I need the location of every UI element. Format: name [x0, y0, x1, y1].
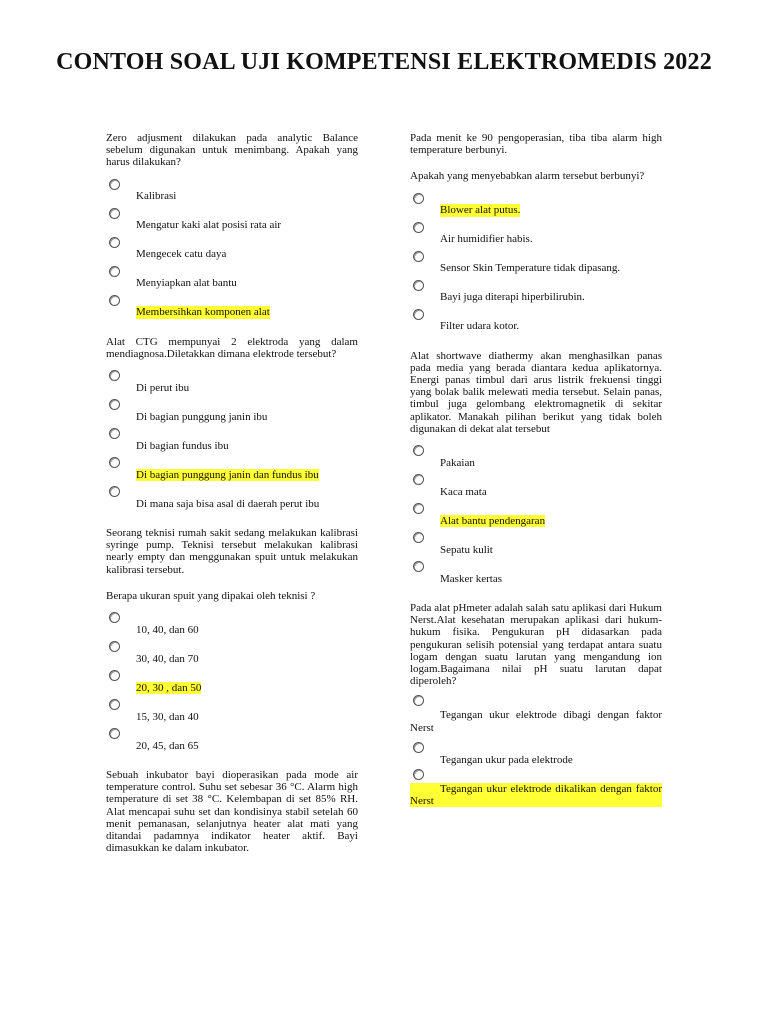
option-item[interactable]	[106, 668, 358, 697]
option-label: Di mana saja bisa asal di daerah perut ibu	[136, 497, 320, 510]
option-list	[106, 610, 358, 755]
question-block	[106, 527, 358, 755]
radio-button-icon[interactable]	[413, 193, 424, 204]
radio-button-icon[interactable]	[109, 699, 120, 710]
radio-button-icon[interactable]	[109, 641, 120, 652]
option-label: Di perut ibu	[136, 381, 190, 394]
radio-button-icon[interactable]	[413, 561, 424, 572]
option-item[interactable]	[106, 397, 358, 426]
option-label: Sensor Skin Temperature tidak dipasang.	[440, 262, 621, 275]
left-column	[106, 132, 358, 862]
option-item[interactable]	[410, 501, 662, 530]
option-label: Kalibrasi	[136, 190, 177, 203]
option-list	[410, 695, 662, 813]
option-label: 30, 40, dan 70	[136, 652, 199, 665]
option-item[interactable]	[106, 455, 358, 484]
radio-button-icon[interactable]	[109, 295, 120, 306]
option-item[interactable]	[410, 695, 662, 739]
answer-highlight: Tegangan ukur elektrode dikalikan dengan faktor Nerst	[410, 782, 662, 808]
option-item[interactable]	[410, 220, 662, 249]
radio-button-icon[interactable]	[413, 309, 424, 320]
radio-button-icon[interactable]	[109, 266, 120, 277]
option-item[interactable]	[106, 177, 358, 206]
option-item[interactable]	[106, 726, 358, 755]
question-text: Alat shortwave diathermy akan menghasilkan panas pada media yang berada diantara kedua aplikatornya. Energi panas timbul dari arus listrik frekuensi tinggi yang bolak balik melewati media tersebut. Selain panas, timbul juga gelombang elektromagnetik di sekitar aplikator. Manakah pilihan berikut yang tidak boleh digunakan di dekat alat tersebut	[410, 349, 662, 435]
question-text: Pada menit ke 90 pengoperasian, tiba tiba alarm high temperature berbunyi.	[410, 132, 662, 157]
option-label: Bayi juga diterapi hiperbilirubin.	[440, 291, 585, 304]
option-label: Masker kertas	[440, 572, 503, 585]
option-item[interactable]	[410, 249, 662, 278]
option-label: 20, 45, dan 65	[136, 739, 199, 752]
question-text: Alat CTG mempunyai 2 elektroda yang dalam mendiagnosa.Diletakkan dimana elektrode tersebut?	[106, 335, 358, 360]
option-item[interactable]	[410, 740, 662, 769]
radio-button-icon[interactable]	[109, 428, 120, 439]
radio-button-icon[interactable]	[109, 179, 120, 190]
question-text: Berapa ukuran spuit yang dipakai oleh teknisi ?	[106, 589, 316, 602]
radio-button-icon[interactable]	[413, 474, 424, 485]
option-label: 15, 30, dan 40	[136, 710, 199, 723]
option-list	[410, 191, 662, 336]
radio-button-icon[interactable]	[413, 695, 424, 706]
option-item[interactable]	[106, 368, 358, 397]
option-label: Tegangan ukur elektrode dibagi dengan faktor Nerst	[410, 709, 662, 734]
option-label: Tegangan ukur pada elektrode	[440, 753, 573, 766]
radio-button-icon[interactable]	[109, 457, 120, 468]
radio-button-icon[interactable]	[109, 670, 120, 681]
option-item[interactable]	[410, 472, 662, 501]
option-item[interactable]	[106, 206, 358, 235]
option-list	[106, 177, 358, 322]
option-label: Di bagian punggung janin ibu	[136, 410, 268, 423]
question-block	[410, 350, 662, 588]
option-item[interactable]	[410, 191, 662, 220]
radio-button-icon[interactable]	[109, 237, 120, 248]
option-list	[410, 443, 662, 588]
answer-highlight: Di bagian punggung janin dan fundus ibu	[136, 468, 319, 481]
radio-button-icon[interactable]	[109, 612, 120, 623]
option-label: Mengatur kaki alat posisi rata air	[136, 219, 282, 232]
radio-button-icon[interactable]	[109, 399, 120, 410]
option-item[interactable]	[106, 697, 358, 726]
question-block	[410, 132, 662, 336]
radio-button-icon[interactable]	[413, 532, 424, 543]
radio-button-icon[interactable]	[109, 728, 120, 739]
right-column	[410, 132, 662, 827]
option-item[interactable]	[106, 264, 358, 293]
question-text: Apakah yang menyebabkan alarm tersebut berbunyi?	[410, 170, 645, 183]
option-item[interactable]	[410, 278, 662, 307]
radio-button-icon[interactable]	[413, 222, 424, 233]
option-item[interactable]	[410, 443, 662, 472]
question-text: Pada alat pHmeter adalah salah satu aplikasi dari Hukum Nerst.Alat kesehatan merupakan aplikasi dari hukum-hukum fisika. Pengukuran pH didasarkan pada pengukuran selisih potensial yang terdapat antara suatu logam dengan suatu larutan yang mengandung ion logam.Bagaimana nilai pH suatu larutan dapat diperoleh?	[410, 602, 662, 688]
question-text: Zero adjusment dilakukan pada analytic Balance sebelum digunakan untuk menimbang. Apakah yang harus dilakukan?	[106, 132, 358, 169]
radio-button-icon[interactable]	[109, 370, 120, 381]
option-item[interactable]	[410, 530, 662, 559]
answer-highlight: Membersihkan komponen alat	[136, 306, 270, 319]
question-block	[410, 602, 662, 813]
option-label: Kaca mata	[440, 485, 487, 498]
option-item[interactable]	[410, 559, 662, 588]
radio-button-icon[interactable]	[413, 503, 424, 514]
question-text: Seorang teknisi rumah sakit sedang melakukan kalibrasi syringe pump. Teknisi tersebut melakukan kalibrasi nearly empty dan menggunakan spuit untuk melakukan kalibrasi tersebut.	[106, 527, 358, 576]
option-label: Mengecek catu daya	[136, 248, 227, 261]
radio-button-icon[interactable]	[413, 769, 424, 780]
answer-highlight: 20, 30 , dan 50	[136, 681, 202, 694]
option-label: Filter udara kotor.	[440, 320, 520, 333]
option-item[interactable]	[106, 639, 358, 668]
radio-button-icon[interactable]	[109, 208, 120, 219]
radio-button-icon[interactable]	[413, 742, 424, 753]
option-label: 10, 40, dan 60	[136, 623, 199, 636]
option-list	[106, 368, 358, 513]
question-block	[106, 769, 358, 854]
option-item[interactable]	[106, 426, 358, 455]
option-item[interactable]	[410, 769, 662, 813]
option-label: Pakaian	[440, 456, 475, 469]
option-item[interactable]	[106, 293, 358, 322]
option-label: Sepatu kulit	[440, 543, 493, 556]
answer-highlight: Blower alat putus.	[440, 204, 521, 217]
option-item[interactable]	[106, 235, 358, 264]
option-label: Menyiapkan alat bantu	[136, 277, 237, 290]
page-title: CONTOH SOAL UJI KOMPETENSI ELEKTROMEDIS 2022	[56, 49, 712, 75]
option-item[interactable]	[106, 610, 358, 639]
radio-button-icon[interactable]	[413, 251, 424, 262]
option-label: Di bagian fundus ibu	[136, 439, 229, 452]
radio-button-icon[interactable]	[413, 445, 424, 456]
option-item[interactable]	[410, 307, 662, 336]
question-text: Sebuah inkubator bayi dioperasikan pada mode air temperature control. Suhu set sebesar 36 °C. Alarm high temperature di set 38 °C. Kelembapan di set 85% RH. Alat mencapai suhu set dan kondisinya stabil setelah 60 menit pemanasan, selanjutnya heater alat mati yang ditandai padamnya indikator heater aktif. Bayi dimasukkan ke dalam inkubator.	[106, 769, 358, 855]
radio-button-icon[interactable]	[413, 280, 424, 291]
radio-button-icon[interactable]	[109, 486, 120, 497]
answer-highlight: Alat bantu pendengaran	[440, 514, 546, 527]
question-block	[106, 132, 358, 322]
question-block	[106, 336, 358, 513]
option-label: Air humidifier habis.	[440, 233, 533, 246]
option-item[interactable]	[106, 484, 358, 513]
